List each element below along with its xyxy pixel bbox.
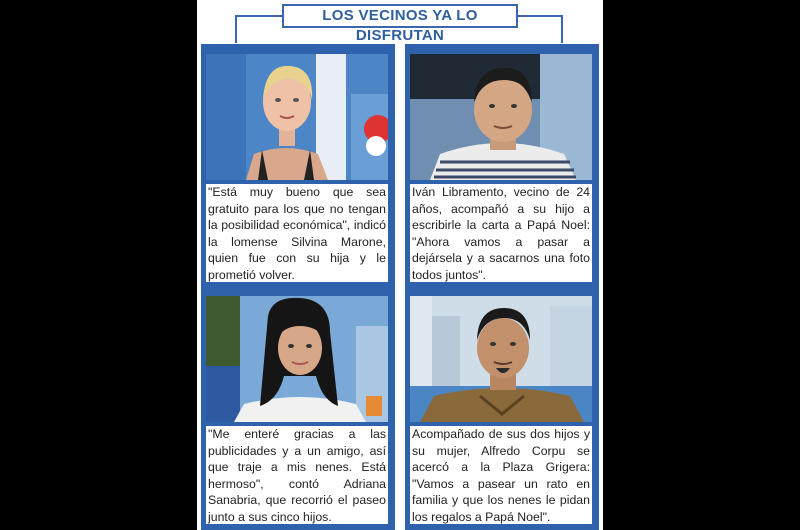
photo-young-man	[410, 54, 592, 180]
testimonial-card-3	[201, 286, 395, 530]
caption-1: "Está muy bueno que sea gratuito para los que no tengan la posibilidad económica", indicó la lomense Silvina Marone, quien fue con su hija y le prometió volver.	[208, 185, 386, 282]
caption-3: "Me enteré gracias a las publicidades y a un amigo, así que traje a mis nenes. Está hermoso", contó Adriana Sanabria, que recorrió el paseo junto a sus cinco hijos.	[208, 427, 386, 524]
testimonial-card-1	[201, 44, 395, 288]
photo-man-goatee	[410, 296, 592, 422]
testimonial-card-4	[405, 286, 599, 530]
testimonial-card-2	[405, 44, 599, 288]
caption-2: Iván Libramento, vecino de 24 años, acompañó a su hijo a escribirle la carta a Papá Noel: "Ahora vamos a pasar a dejársela y a sacarnos una foto todos juntos".	[412, 185, 590, 282]
newspaper-page	[197, 0, 603, 530]
photo-woman-dark-hair	[206, 296, 388, 422]
section-title: LOS VECINOS YA LO DISFRUTAN	[282, 4, 518, 28]
photo-woman-blonde	[206, 54, 388, 180]
caption-4: Acompañado de sus dos hijos y su mujer, Alfredo Corpu se acercó a la Plaza Grigera: "Vamos a pasear un rato en familia y que los nenes le pidan los regalos a Papá Noel".	[412, 427, 590, 524]
